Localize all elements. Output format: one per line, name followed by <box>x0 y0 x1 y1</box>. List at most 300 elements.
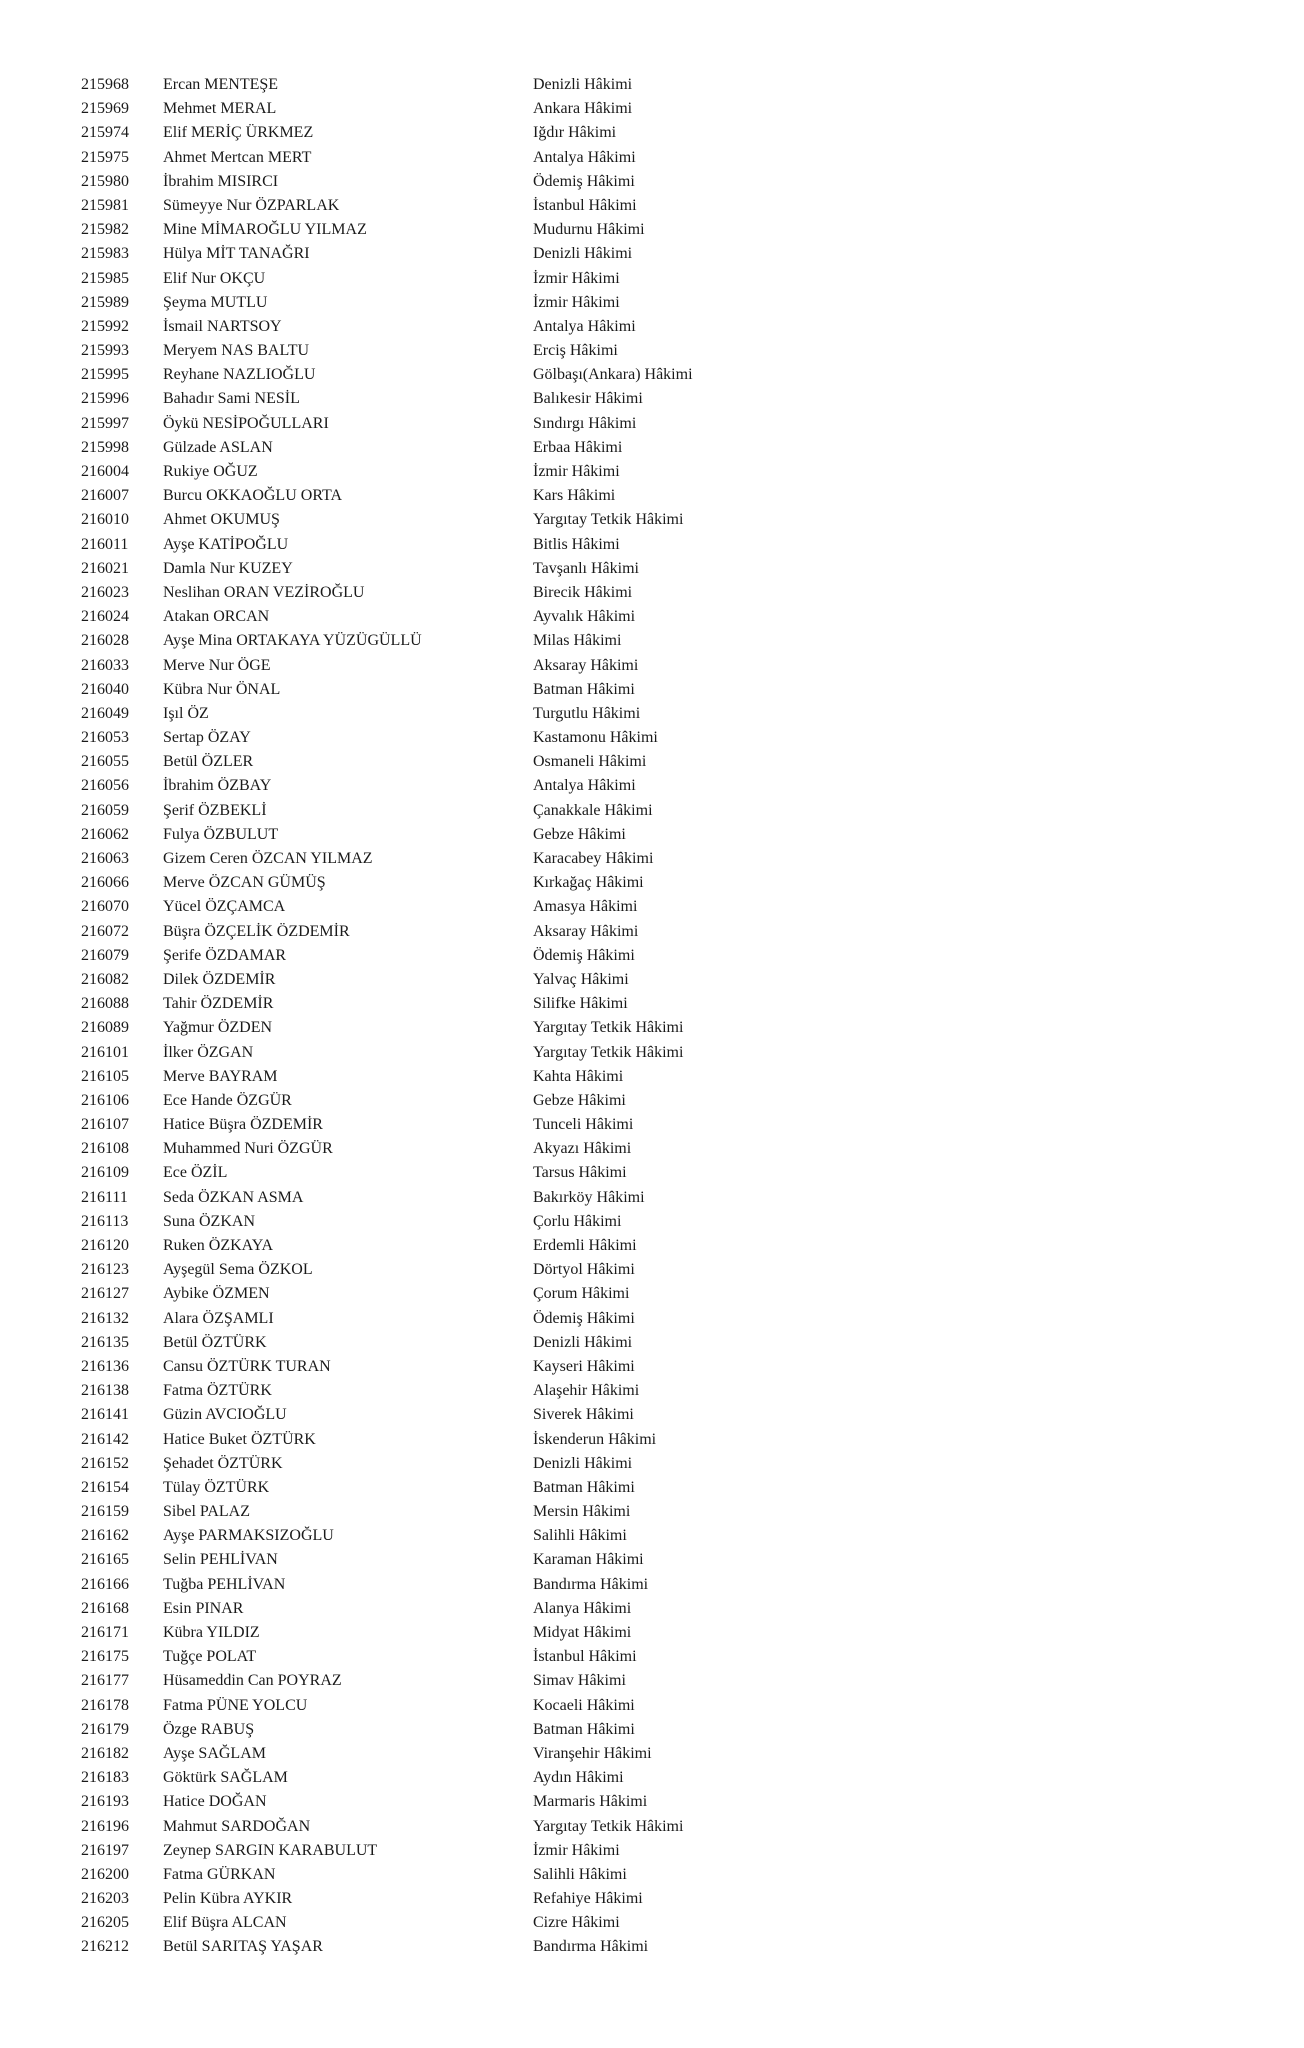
person-name: Hatice Büşra ÖZDEMİR <box>163 1116 323 1134</box>
court-assignment: Alanya Hâkimi <box>533 1599 632 1617</box>
person-name: Cansu ÖZTÜRK TURAN <box>163 1357 331 1375</box>
person-name: Ayşe PARMAKSIZOĞLU <box>163 1527 334 1545</box>
court-assignment: Yargıtay Tetkik Hâkimi <box>533 1019 684 1037</box>
list-row <box>0 871 1304 895</box>
person-name: Mehmet MERAL <box>163 100 277 118</box>
person-name: Elif Büşra ALCAN <box>163 1914 287 1932</box>
list-row <box>0 605 1304 629</box>
list-row <box>0 1935 1304 1959</box>
record-id: 215997 <box>81 414 129 432</box>
record-id: 216205 <box>81 1914 129 1932</box>
court-assignment: İskenderun Hâkimi <box>533 1430 657 1448</box>
record-id: 216010 <box>81 511 129 529</box>
record-id: 215975 <box>81 148 129 166</box>
court-assignment: Salihli Hâkimi <box>533 1865 627 1883</box>
record-id: 216028 <box>81 632 129 650</box>
court-assignment: Çorum Hâkimi <box>533 1285 630 1303</box>
court-assignment: Karaman Hâkimi <box>533 1551 644 1569</box>
record-id: 216159 <box>81 1503 129 1521</box>
record-id: 216007 <box>81 487 129 505</box>
person-name: Hatice DOĞAN <box>163 1793 267 1811</box>
record-id: 216033 <box>81 656 129 674</box>
appointment-list <box>0 73 1304 1960</box>
person-name: Pelin Kübra AYKIR <box>163 1890 293 1908</box>
court-assignment: Denizli Hâkimi <box>533 1454 633 1472</box>
record-id: 215993 <box>81 342 129 360</box>
court-assignment: Ayvalık Hâkimi <box>533 608 636 626</box>
record-id: 216023 <box>81 583 129 601</box>
list-row <box>0 1669 1304 1693</box>
court-assignment: Aksaray Hâkimi <box>533 656 639 674</box>
list-row <box>0 194 1304 218</box>
list-row <box>0 557 1304 581</box>
person-name: Betül SARITAŞ YAŞAR <box>163 1938 323 1956</box>
court-assignment: Midyat Hâkimi <box>533 1624 632 1641</box>
list-row <box>0 533 1304 557</box>
person-name: Şehadet ÖZTÜRK <box>163 1454 283 1472</box>
court-assignment: Bandırma Hâkimi <box>533 1938 649 1956</box>
court-assignment: Kahta Hâkimi <box>533 1067 624 1085</box>
court-assignment: Yargıtay Tetkik Hâkimi <box>533 1043 684 1061</box>
record-id: 216105 <box>81 1067 129 1085</box>
court-assignment: Turgutlu Hâkimi <box>533 704 641 722</box>
court-assignment: Bakırköy Hâkimi <box>533 1188 645 1206</box>
list-row <box>0 1258 1304 1282</box>
court-assignment: Ödemiş Hâkimi <box>533 946 635 964</box>
list-row <box>0 1282 1304 1306</box>
record-id: 216011 <box>81 535 129 553</box>
list-row <box>0 1887 1304 1911</box>
person-name: Merve ÖZCAN GÜMÜŞ <box>163 874 326 892</box>
list-row <box>0 702 1304 726</box>
record-id: 216109 <box>81 1164 129 1182</box>
list-row <box>0 315 1304 339</box>
court-assignment: İstanbul Hâkimi <box>533 196 637 214</box>
record-id: 215969 <box>81 100 129 118</box>
list-row <box>0 1065 1304 1089</box>
court-assignment: Batman Hâkimi <box>533 1478 635 1496</box>
person-name: İsmail NARTSOY <box>163 317 282 335</box>
court-assignment: Ödemiş Hâkimi <box>533 1309 635 1327</box>
person-name: Işıl ÖZ <box>163 704 209 722</box>
person-name: Burcu OKKAOĞLU ORTA <box>163 487 343 505</box>
record-id: 215992 <box>81 317 129 335</box>
person-name: Şeyma MUTLU <box>163 293 268 311</box>
record-id: 216154 <box>81 1478 129 1496</box>
person-name: Fatma GÜRKAN <box>163 1865 276 1883</box>
person-name: Ayşe Mina ORTAKAYA YÜZÜGÜLLÜ <box>163 632 422 650</box>
court-assignment: Sındırgı Hâkimi <box>533 414 637 432</box>
court-assignment: Simav Hâkimi <box>533 1672 626 1690</box>
list-row <box>0 1379 1304 1403</box>
person-name: Ahmet Mertcan MERT <box>163 148 312 166</box>
person-name: Öykü NESİPOĞULLARI <box>163 414 329 432</box>
record-id: 216138 <box>81 1382 129 1400</box>
court-assignment: Dörtyol Hâkimi <box>533 1261 635 1279</box>
person-name: Betül ÖZLER <box>163 753 254 771</box>
record-id: 216165 <box>81 1551 129 1569</box>
list-row <box>0 1331 1304 1355</box>
list-row <box>0 412 1304 436</box>
record-id: 216171 <box>81 1624 129 1641</box>
person-name: Yücel ÖZÇAMCA <box>163 898 286 916</box>
list-row <box>0 1476 1304 1500</box>
court-assignment: Kars Hâkimi <box>533 487 616 505</box>
person-name: Zeynep SARGIN KARABULUT <box>163 1841 378 1859</box>
court-assignment: Çorlu Hâkimi <box>533 1212 622 1230</box>
court-assignment: Amasya Hâkimi <box>533 898 638 916</box>
person-name: Sibel PALAZ <box>163 1503 250 1521</box>
list-row <box>0 629 1304 653</box>
person-name: Göktürk SAĞLAM <box>163 1769 288 1787</box>
record-id: 216113 <box>81 1212 129 1230</box>
list-row <box>0 291 1304 315</box>
court-assignment: Refahiye Hâkimi <box>533 1890 643 1908</box>
list-row <box>0 363 1304 387</box>
court-assignment: Yargıtay Tetkik Hâkimi <box>533 511 684 529</box>
court-assignment: Denizli Hâkimi <box>533 1333 633 1351</box>
record-id: 216004 <box>81 463 129 480</box>
record-id: 216082 <box>81 970 129 988</box>
person-name: Hülya MİT TANAĞRI <box>163 245 310 263</box>
court-assignment: Denizli Hâkimi <box>533 76 633 93</box>
record-id: 216132 <box>81 1309 129 1327</box>
record-id: 216111 <box>81 1188 128 1206</box>
list-row <box>0 799 1304 823</box>
list-row <box>0 218 1304 242</box>
person-name: Selin PEHLİVAN <box>163 1551 278 1569</box>
court-assignment: Ankara Hâkimi <box>533 100 633 118</box>
court-assignment: Alaşehir Hâkimi <box>533 1382 640 1400</box>
list-row <box>0 1548 1304 1572</box>
list-row <box>0 242 1304 266</box>
record-id: 216141 <box>81 1406 129 1424</box>
person-name: İbrahim ÖZBAY <box>163 777 272 795</box>
person-name: Mahmut SARDOĞAN <box>163 1817 311 1835</box>
list-row <box>0 1403 1304 1427</box>
person-name: Seda ÖZKAN ASMA <box>163 1188 304 1206</box>
person-name: Kübra Nur ÖNAL <box>163 680 281 698</box>
person-name: Elif MERİÇ ÜRKMEZ <box>163 124 314 142</box>
record-id: 216142 <box>81 1430 129 1448</box>
record-id: 216040 <box>81 680 129 698</box>
record-id: 215989 <box>81 293 129 311</box>
record-id: 216021 <box>81 559 129 577</box>
court-assignment: Çanakkale Hâkimi <box>533 801 653 819</box>
record-id: 216182 <box>81 1744 129 1762</box>
person-name: Ercan MENTEŞE <box>163 76 279 93</box>
list-row <box>0 895 1304 919</box>
court-assignment: İzmir Hâkimi <box>533 293 620 311</box>
list-row <box>0 1863 1304 1887</box>
person-name: Esin PINAR <box>163 1599 244 1617</box>
court-assignment: Kırkağaç Hâkimi <box>533 874 644 892</box>
person-name: Merve BAYRAM <box>163 1067 278 1085</box>
person-name: Şerife ÖZDAMAR <box>163 946 287 964</box>
court-assignment: Gebze Hâkimi <box>533 825 626 843</box>
record-id: 216101 <box>81 1043 129 1061</box>
list-row <box>0 1742 1304 1766</box>
list-row <box>0 267 1304 291</box>
person-name: Gizem Ceren ÖZCAN YILMAZ <box>163 850 373 867</box>
record-id: 216062 <box>81 825 129 843</box>
record-id: 216120 <box>81 1237 129 1254</box>
person-name: Hatice Buket ÖZTÜRK <box>163 1430 316 1448</box>
record-id: 215982 <box>81 221 129 239</box>
court-assignment: Antalya Hâkimi <box>533 148 636 166</box>
person-name: Betül ÖZTÜRK <box>163 1333 267 1351</box>
record-id: 216066 <box>81 874 129 892</box>
record-id: 216183 <box>81 1769 129 1787</box>
person-name: Ayşe KATİPOĞLU <box>163 535 289 553</box>
list-row <box>0 1645 1304 1669</box>
court-assignment: Ödemiş Hâkimi <box>533 172 635 190</box>
list-row <box>0 968 1304 992</box>
list-row <box>0 726 1304 750</box>
court-assignment: Bitlis Hâkimi <box>533 535 620 553</box>
person-name: İlker ÖZGAN <box>163 1043 254 1061</box>
court-assignment: Milas Hâkimi <box>533 632 622 650</box>
person-name: Yağmur ÖZDEN <box>163 1019 273 1037</box>
list-row <box>0 1815 1304 1839</box>
person-name: Fatma ÖZTÜRK <box>163 1382 272 1400</box>
person-name: Fulya ÖZBULUT <box>163 825 279 843</box>
court-assignment: Aydın Hâkimi <box>533 1769 624 1787</box>
court-assignment: Gebze Hâkimi <box>533 1091 626 1109</box>
person-name: Sertap ÖZAY <box>163 729 251 747</box>
list-row <box>0 1041 1304 1065</box>
record-id: 216203 <box>81 1890 129 1908</box>
person-name: Ayşegül Sema ÖZKOL <box>163 1261 313 1279</box>
record-id: 216197 <box>81 1841 129 1859</box>
list-row <box>0 1839 1304 1863</box>
person-name: Büşra ÖZÇELİK ÖZDEMİR <box>163 922 350 940</box>
person-name: Mine MİMAROĞLU YILMAZ <box>163 221 367 239</box>
list-row <box>0 460 1304 484</box>
list-row <box>0 436 1304 460</box>
list-row <box>0 1307 1304 1331</box>
court-assignment: Aksaray Hâkimi <box>533 922 639 940</box>
list-row <box>0 1694 1304 1718</box>
court-assignment: Denizli Hâkimi <box>533 245 633 263</box>
record-id: 216079 <box>81 946 129 964</box>
record-id: 216127 <box>81 1285 129 1303</box>
court-assignment: Antalya Hâkimi <box>533 777 636 795</box>
list-row <box>0 1186 1304 1210</box>
court-assignment: Silifke Hâkimi <box>533 995 628 1013</box>
court-assignment: Bandırma Hâkimi <box>533 1575 649 1593</box>
court-assignment: Gölbaşı(Ankara) Hâkimi <box>533 366 693 384</box>
list-row <box>0 654 1304 678</box>
person-name: Ece ÖZİL <box>163 1164 228 1182</box>
person-name: Meryem NAS BALTU <box>163 342 310 360</box>
record-id: 215980 <box>81 172 129 190</box>
record-id: 216166 <box>81 1575 129 1593</box>
record-id: 216072 <box>81 922 129 940</box>
list-row <box>0 97 1304 121</box>
court-assignment: Kayseri Hâkimi <box>533 1357 635 1375</box>
court-assignment: Tarsus Hâkimi <box>533 1164 627 1182</box>
court-assignment: Kastamonu Hâkimi <box>533 729 658 747</box>
person-name: Aybike ÖZMEN <box>163 1285 270 1303</box>
person-name: Reyhane NAZLIOĞLU <box>163 366 316 384</box>
court-assignment: Erdemli Hâkimi <box>533 1237 637 1254</box>
court-assignment: Mudurnu Hâkimi <box>533 221 645 239</box>
record-id: 216212 <box>81 1938 129 1956</box>
person-name: Sümeyye Nur ÖZPARLAK <box>163 196 340 214</box>
court-assignment: Siverek Hâkimi <box>533 1406 634 1424</box>
list-row <box>0 678 1304 702</box>
record-id: 216063 <box>81 850 129 867</box>
list-row <box>0 508 1304 532</box>
court-assignment: İzmir Hâkimi <box>533 1841 620 1859</box>
court-assignment: Osmaneli Hâkimi <box>533 753 647 771</box>
list-row <box>0 823 1304 847</box>
record-id: 216056 <box>81 777 129 795</box>
list-row <box>0 73 1304 97</box>
record-id: 216024 <box>81 608 129 626</box>
person-name: Dilek ÖZDEMİR <box>163 970 276 988</box>
court-assignment: Iğdır Hâkimi <box>533 124 617 142</box>
person-name: Güzin AVCIOĞLU <box>163 1406 287 1424</box>
person-name: Tuğba PEHLİVAN <box>163 1575 286 1593</box>
court-assignment: Tavşanlı Hâkimi <box>533 559 639 577</box>
record-id: 215981 <box>81 196 129 214</box>
record-id: 216049 <box>81 704 129 722</box>
list-row <box>0 387 1304 411</box>
list-row <box>0 1597 1304 1621</box>
record-id: 215974 <box>81 124 129 142</box>
list-row <box>0 1718 1304 1742</box>
list-row <box>0 1355 1304 1379</box>
list-row <box>0 1089 1304 1113</box>
court-assignment: Birecik Hâkimi <box>533 583 633 601</box>
record-id: 215998 <box>81 438 129 456</box>
court-assignment: Salihli Hâkimi <box>533 1527 627 1545</box>
list-row <box>0 847 1304 871</box>
court-assignment: Karacabey Hâkimi <box>533 850 654 867</box>
person-name: Damla Nur KUZEY <box>163 559 293 577</box>
person-name: Ruken ÖZKAYA <box>163 1237 274 1254</box>
person-name: İbrahim MISIRCI <box>163 172 279 190</box>
person-name: Merve Nur ÖGE <box>163 656 271 674</box>
list-row <box>0 1113 1304 1137</box>
record-id: 216175 <box>81 1648 129 1666</box>
court-assignment: Erbaa Hâkimi <box>533 438 623 456</box>
court-assignment: İzmir Hâkimi <box>533 269 620 287</box>
person-name: Ece Hande ÖZGÜR <box>163 1091 292 1109</box>
list-row <box>0 774 1304 798</box>
court-assignment: Yargıtay Tetkik Hâkimi <box>533 1817 684 1835</box>
list-row <box>0 1428 1304 1452</box>
list-row <box>0 750 1304 774</box>
record-id: 216152 <box>81 1454 129 1472</box>
person-name: Muhammed Nuri ÖZGÜR <box>163 1140 333 1158</box>
list-row <box>0 170 1304 194</box>
record-id: 215985 <box>81 269 129 287</box>
court-assignment: İstanbul Hâkimi <box>533 1648 637 1666</box>
list-row <box>0 1210 1304 1234</box>
person-name: Rukiye OĞUZ <box>163 463 258 480</box>
list-row <box>0 1161 1304 1185</box>
record-id: 216193 <box>81 1793 129 1811</box>
court-assignment: Batman Hâkimi <box>533 1720 635 1738</box>
person-name: Neslihan ORAN VEZİROĞLU <box>163 583 365 601</box>
record-id: 216178 <box>81 1696 129 1714</box>
person-name: Alara ÖZŞAMLI <box>163 1309 274 1327</box>
record-id: 216107 <box>81 1116 129 1134</box>
list-row <box>0 1766 1304 1790</box>
person-name: Özge RABUŞ <box>163 1720 255 1738</box>
person-name: Hüsameddin Can POYRAZ <box>163 1672 342 1690</box>
list-row <box>0 1016 1304 1040</box>
record-id: 216053 <box>81 729 129 747</box>
record-id: 216177 <box>81 1672 129 1690</box>
court-assignment: Yalvaç Hâkimi <box>533 970 629 988</box>
record-id: 216108 <box>81 1140 129 1158</box>
list-row <box>0 944 1304 968</box>
person-name: Gülzade ASLAN <box>163 438 273 456</box>
list-row <box>0 581 1304 605</box>
list-row <box>0 1573 1304 1597</box>
court-assignment: İzmir Hâkimi <box>533 463 620 480</box>
list-row <box>0 121 1304 145</box>
record-id: 216088 <box>81 995 129 1013</box>
person-name: Ahmet OKUMUŞ <box>163 511 280 529</box>
list-row <box>0 1500 1304 1524</box>
list-row <box>0 1621 1304 1645</box>
list-row <box>0 1524 1304 1548</box>
court-assignment: Batman Hâkimi <box>533 680 635 698</box>
record-id: 216055 <box>81 753 129 771</box>
record-id: 215995 <box>81 366 129 384</box>
record-id: 216179 <box>81 1720 129 1738</box>
person-name: Ayşe SAĞLAM <box>163 1744 266 1762</box>
person-name: Bahadır Sami NESİL <box>163 390 300 408</box>
record-id: 216106 <box>81 1091 129 1109</box>
record-id: 216196 <box>81 1817 129 1835</box>
court-assignment: Viranşehir Hâkimi <box>533 1744 652 1762</box>
person-name: Suna ÖZKAN <box>163 1212 255 1230</box>
record-id: 216136 <box>81 1357 129 1375</box>
list-row <box>0 1452 1304 1476</box>
list-row <box>0 920 1304 944</box>
court-assignment: Erciş Hâkimi <box>533 342 618 360</box>
court-assignment: Akyazı Hâkimi <box>533 1140 632 1158</box>
record-id: 216168 <box>81 1599 129 1617</box>
person-name: Şerif ÖZBEKLİ <box>163 801 267 819</box>
person-name: Tahir ÖZDEMİR <box>163 995 274 1013</box>
court-assignment: Cizre Hâkimi <box>533 1914 620 1932</box>
court-assignment: Antalya Hâkimi <box>533 317 636 335</box>
list-row <box>0 1234 1304 1258</box>
list-row <box>0 1911 1304 1935</box>
list-row <box>0 339 1304 363</box>
record-id: 216070 <box>81 898 129 916</box>
list-row <box>0 484 1304 508</box>
list-row <box>0 1137 1304 1161</box>
court-assignment: Tunceli Hâkimi <box>533 1116 634 1134</box>
record-id: 216162 <box>81 1527 129 1545</box>
person-name: Tuğçe POLAT <box>163 1648 257 1666</box>
court-assignment: Mersin Hâkimi <box>533 1503 631 1521</box>
court-assignment: Kocaeli Hâkimi <box>533 1696 635 1714</box>
record-id: 216200 <box>81 1865 129 1883</box>
record-id: 215983 <box>81 245 129 263</box>
court-assignment: Marmaris Hâkimi <box>533 1793 648 1811</box>
record-id: 215968 <box>81 76 129 93</box>
person-name: Elif Nur OKÇU <box>163 269 266 287</box>
